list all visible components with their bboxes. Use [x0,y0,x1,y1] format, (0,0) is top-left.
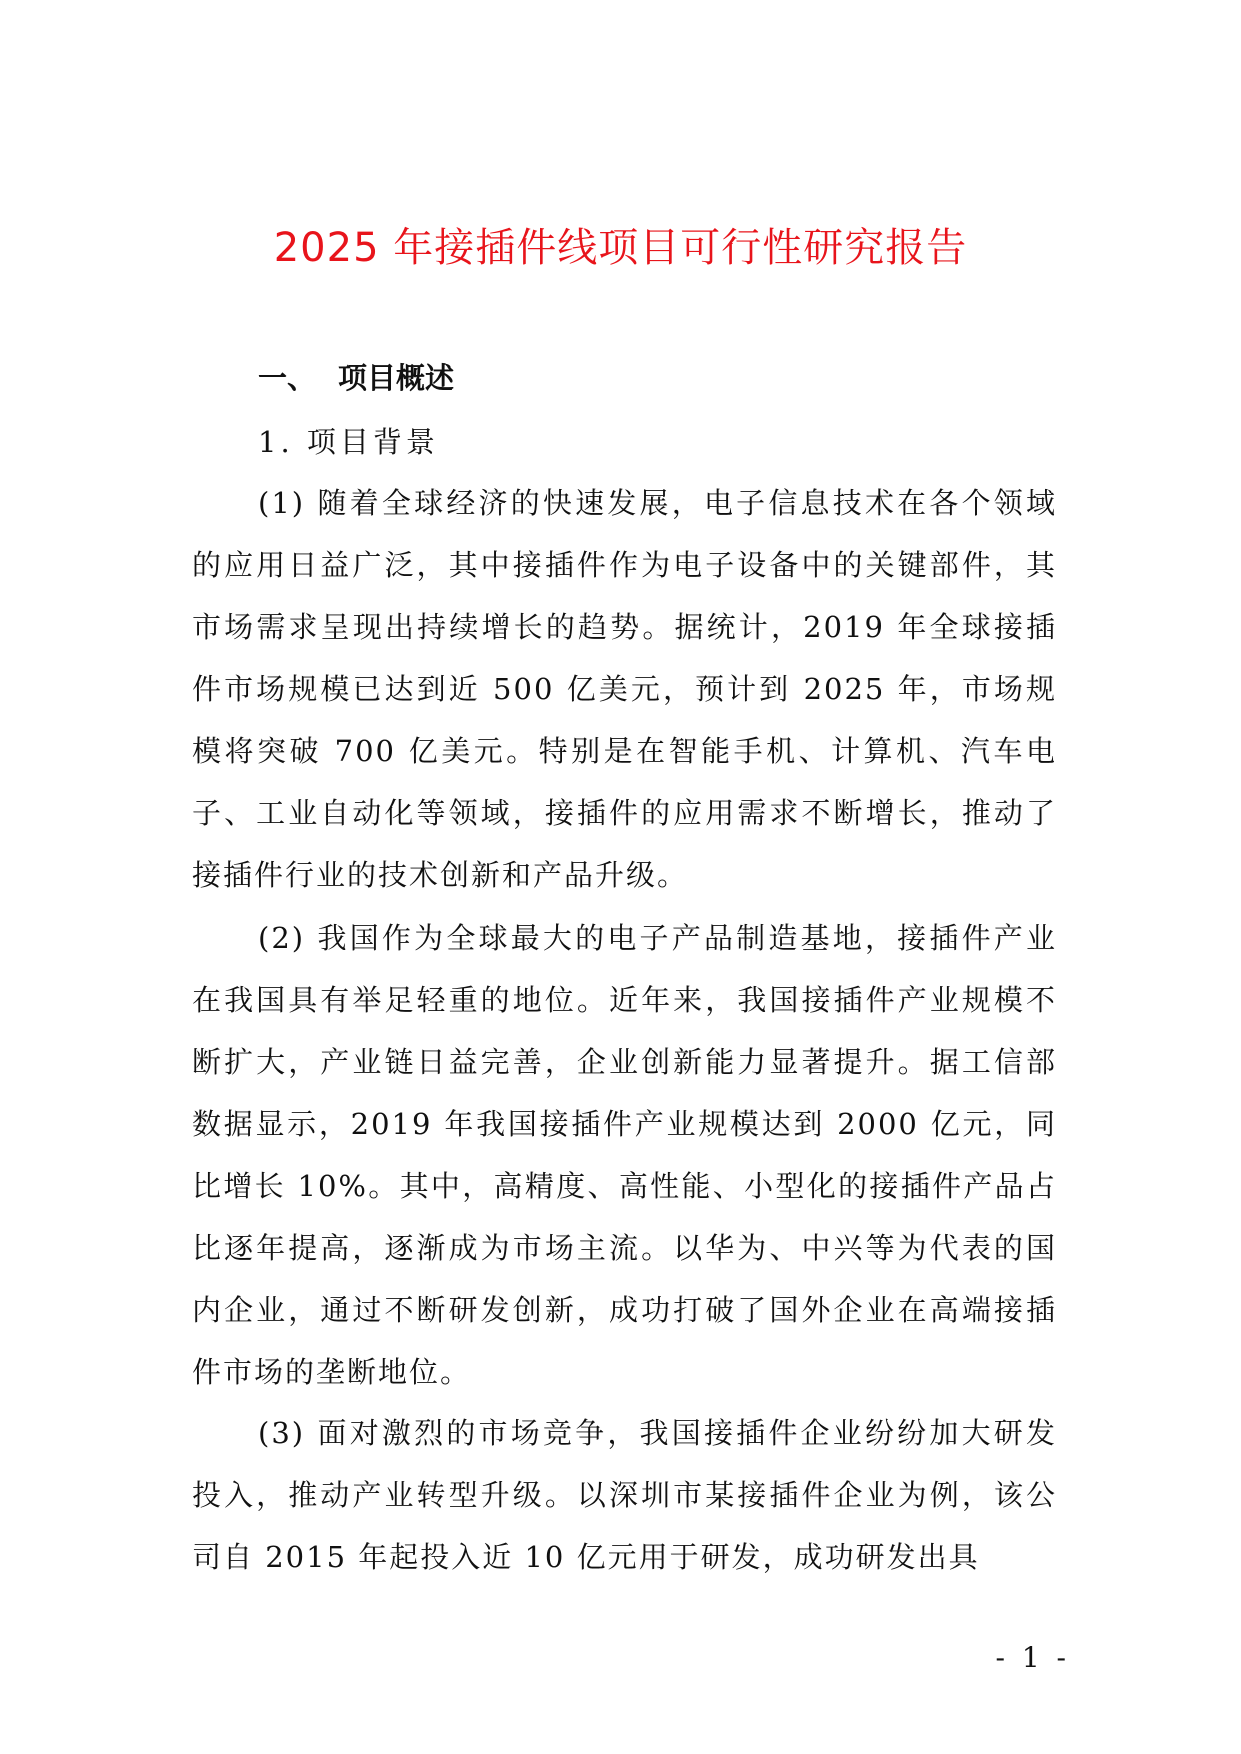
document-title: 2025 年接插件线项目可行性研究报告 [273,225,968,271]
section-number: 一、 [258,361,317,395]
subsection-heading: 1. 项目背景 [258,425,439,459]
page-number: - 1 - [995,1641,1070,1674]
section-heading [258,356,454,400]
section-heading-text: 项目概述 [338,361,455,395]
paragraph-3: (3) 面对激烈的市场竞争，我国接插件企业纷纷加大研发投入，推动产业转型升级。以深圳市某接插件企业为例，该公司自 2015 年起投入近 10 亿元用于研发，成功研发出具 [192,1416,1057,1574]
paragraph-2: (2) 我国作为全球最大的电子产品制造基地，接插件产业在我国具有举足轻重的地位。近年来，我国接插件产业规模不断扩大，产业链日益完善，企业创新能力显著提升。据工信部数据显示，2019 年我国接插件产业规模达到 2000 亿元，同比增长 10%。其中，高精度、高性能、小型化的接插件产品占比逐年提高，逐渐成为市场主流。以华为、中兴等为代表的国内企业，通过不断研发创新，成功打破了国外企业在高端接插件市场的垄断地位。 [192,921,1057,1389]
paragraph-1: (1) 随着全球经济的快速发展，电子信息技术在各个领域的应用日益广泛，其中接插件作为电子设备中的关键部件，其市场需求呈现出持续增长的趋势。据统计，2019 年全球接插件市场规模已达到近 500 亿美元，预计到 2025 年，市场规模将突破 700 亿美元。特别是在智能手机、计算机、汽车电子、工业自动化等领域，接插件的应用需求不断增长，推动了接插件行业的技术创新和产品升级。 [192,486,1057,892]
